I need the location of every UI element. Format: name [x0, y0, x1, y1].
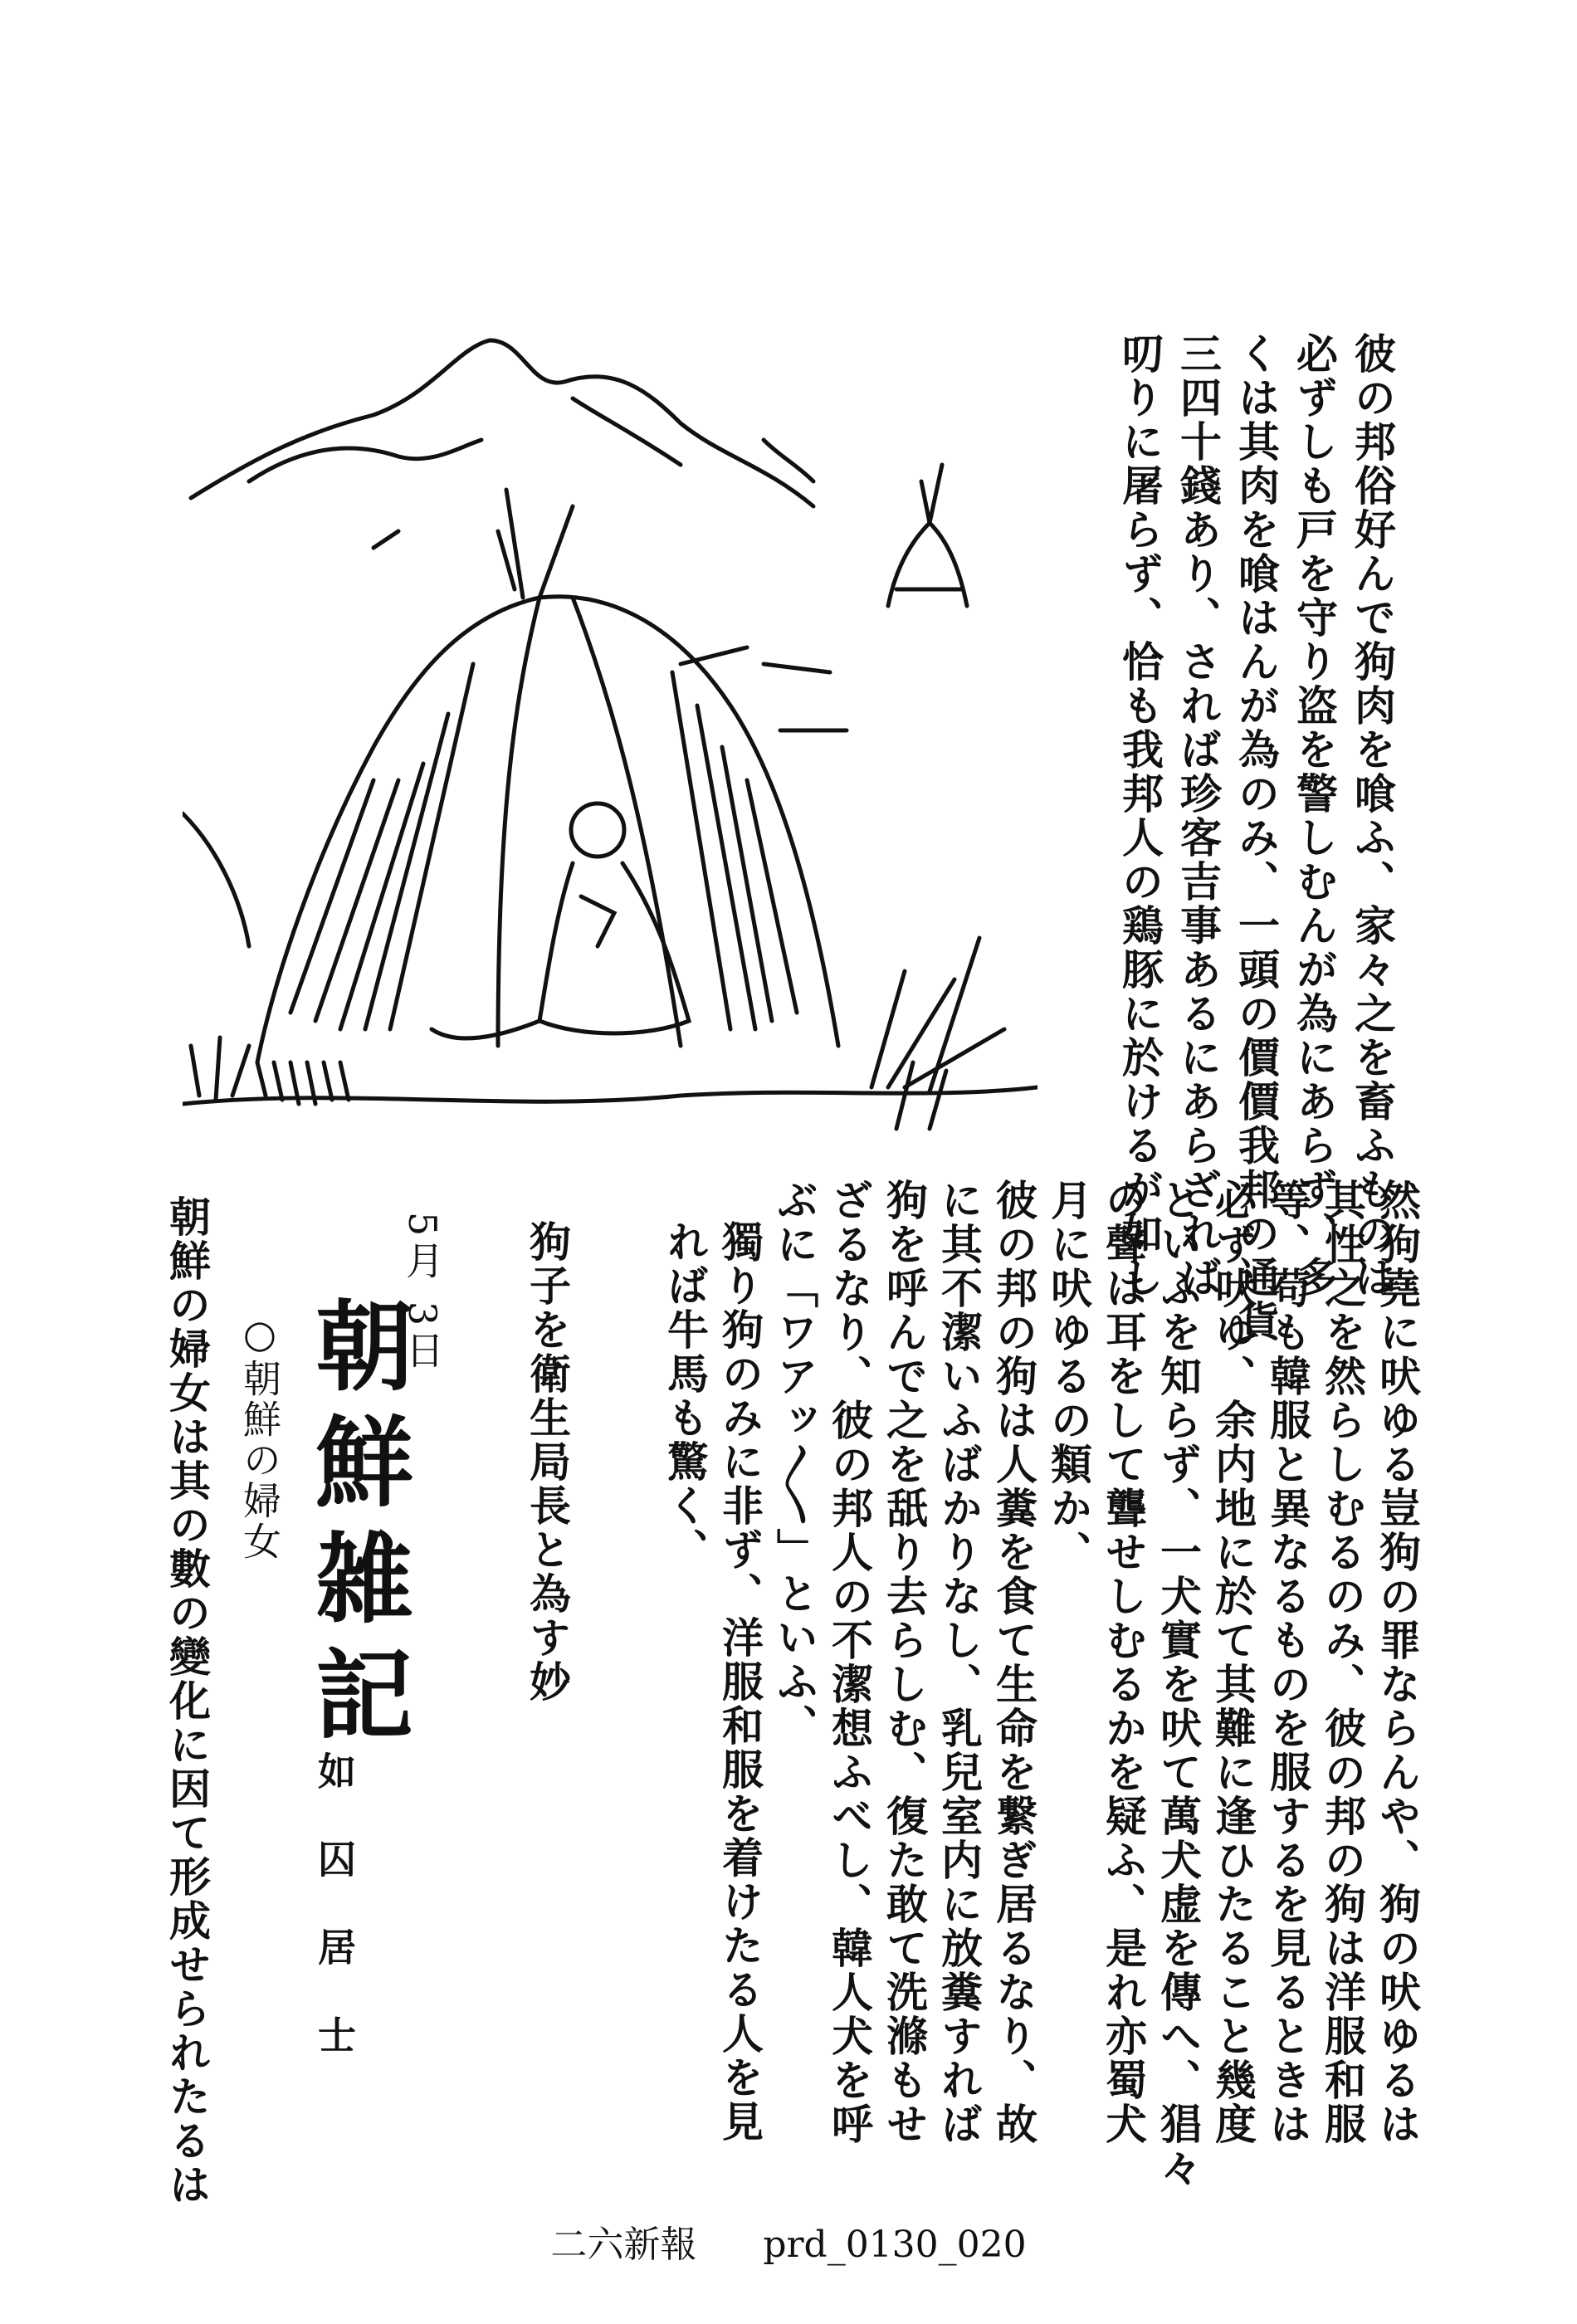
article-author: 如囚居士: [312, 1751, 357, 2103]
mid-col-6: の聲は耳をして聾せしむるかを疑ふ、是れ亦蜀犬: [1099, 1179, 1148, 2146]
mid-col-5: といふを知らず、一犬實を吠て萬犬虚を傳へ、猖々: [1154, 1179, 1203, 2190]
footer-id: prd_0130_020: [763, 2224, 1027, 2266]
mid-col-4: 必ず吠ゆ、余内地に於て其難に逢ひたること幾度: [1208, 1179, 1257, 2146]
mid-col-14: れば牛馬も驚く、: [661, 1220, 710, 1572]
mid-col-10: 狗を呼んで之を舐り去らしむ、復た敢て洗滌もせ: [880, 1179, 929, 2146]
mid-col-9: に其不潔いふばかりなし、乳兒室内に放糞すれば: [935, 1179, 984, 2146]
mid-col-3: 等、苟も韓服と異なるものを服するを見るときは: [1263, 1179, 1312, 2146]
article-title: 朝鮮雑記: [299, 1295, 414, 1760]
mid-col-15: 狗子を衛生局長と為す妙: [523, 1220, 572, 1704]
last-text-column: 朝鮮の婦女は其の數の變化に因て形成せられたるは: [163, 1195, 212, 2207]
page-footer: [0, 2214, 1577, 2268]
article-subheading: ○朝鮮の婦女: [237, 1311, 282, 1562]
mid-col-12: ぶに「ワアッ〳〵」といふ、: [770, 1179, 819, 1748]
top-col-5: 叨りに屠らず、恰も我邦人の鶏豚に於けるが如し: [1116, 332, 1164, 1300]
top-col-1: 彼の邦俗好んで狗肉を喰ふ、家々之を畜ふものは: [1348, 332, 1397, 1300]
mid-col-7: 月に吠ゆるの類か、: [1044, 1179, 1093, 1575]
hut-illustration: [183, 315, 1038, 1145]
footer-source: 二六新報: [550, 2224, 697, 2266]
top-col-4: 三四十錢あり、されば珍客吉事あるにあらざれば: [1174, 332, 1223, 1300]
mid-col-1: 然狗堯に吠ゆる豈狗の罪ならんや、狗の吠ゆるは: [1373, 1179, 1422, 2146]
mid-col-13: 獨り狗のみに非ず、洋服和服を着けたる人を見: [715, 1220, 764, 2144]
mid-col-11: ざるなり、彼の邦人の不潔想ふべし、韓人犬を呼: [825, 1179, 874, 2146]
article-date: 5月 3日: [400, 1212, 445, 1374]
mid-col-8: 彼の邦の狗は人糞を食て生命を繋ぎ居るなり、故: [989, 1179, 1038, 2146]
top-col-2: 必ずしも戸を守り盗を警しむんが為にあらず、多: [1290, 332, 1339, 1300]
top-col-3: くは其肉を喰はんが為のみ、一頭の價價我邦の通貨: [1232, 332, 1281, 1344]
mid-col-2: 其性之を然らしむるのみ、彼の邦の狗は洋服和服: [1318, 1179, 1367, 2146]
